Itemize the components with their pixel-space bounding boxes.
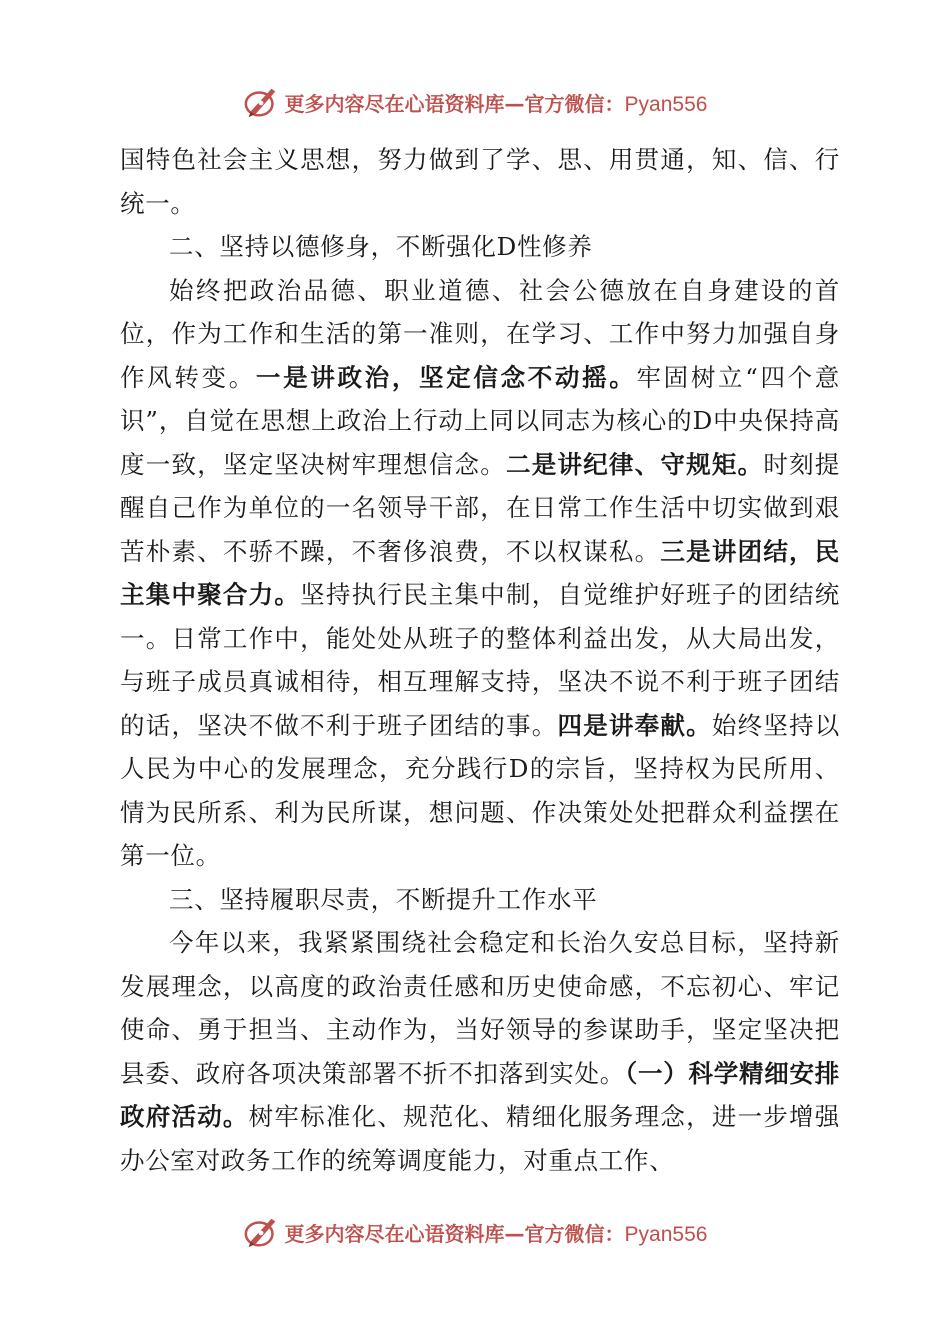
text-run: 坚持执行民主集中制，自觉维护好班子的团结统一。日常工作中，能处处从班子的整体利益出发，从大局出发，与班子成员真诚相待，相互理解支持，坚决不说不利于班子团结的话，坚决不做不利于班子团结的事。 (120, 580, 840, 740)
document-body (120, 138, 840, 1182)
pen-logo-icon (243, 83, 281, 121)
bold-heading-run: 二是讲纪律、守规矩。 (506, 449, 764, 479)
watermark-top (0, 82, 950, 122)
text-run: 今年以来，我紧紧围绕社会稳定和长治久安总目标，坚持新发展理念，以高度的政治责任感和历史使命感，不忘初心、牢记使命、勇于担当、主动作为，当好领导的参谋助手，坚定坚决把县委、政府各项决策部署不折不扣落到实处。 (120, 928, 840, 1088)
paragraph (120, 921, 840, 1182)
text-run: 国特色社会主义思想，努力做到了学、思、用贯通，知、信、行统一。 (120, 145, 840, 218)
pen-logo-icon (243, 1213, 281, 1251)
paragraph (120, 878, 840, 922)
paragraph (120, 138, 840, 225)
text-run: 二、坚持以德修身，不断强化D性修养 (169, 232, 593, 261)
watermark-text: 更多内容尽在心语资料库—官方微信：Pyan556 (284, 91, 708, 116)
watermark-bottom (0, 1212, 950, 1252)
bold-heading-run: 三是讲团结，民主集中聚合力。 (120, 536, 840, 609)
paragraph (120, 269, 840, 878)
text-run: 始终把政治品德、职业道德、社会公德放在自身建设的首位，作为工作和生活的第一准则，在学习、工作中努力加强自身作风转变。 (120, 275, 840, 392)
paragraph (120, 225, 840, 269)
bold-heading-run: （一）科学精细安排政府活动。 (120, 1058, 840, 1131)
text-run: 树牢标准化、规范化、精细化服务理念，进一步增强办公室对政务工作的统筹调度能力，对重点工作、 (120, 1102, 840, 1175)
text-run: 始终坚持以人民为中心的发展理念，充分践行D的宗旨，坚持权为民所用、情为民所系、利为民所谋，想问题、作决策处处把群众利益摆在第一位。 (120, 710, 841, 870)
text-run: 牢固树立“四个意识”，自觉在思想上政治上行动上同以同志为核心的D中央保持高度一致，坚定坚决树牢理想信念。 (120, 362, 841, 479)
watermark-text: 更多内容尽在心语资料库—官方微信：Pyan556 (284, 1221, 708, 1246)
text-run: 三、坚持履职尽责，不断提升工作水平 (169, 884, 598, 914)
text-run: 时刻提醒自己作为单位的一名领导干部，在日常工作生活中切实做到艰苦朴素、不骄不躁，不奢侈浪费，不以权谋私。 (120, 449, 841, 566)
bold-heading-run: 四是讲奉献。 (557, 710, 712, 740)
bold-heading-run: 一是讲政治，坚定信念不动摇。 (255, 362, 637, 392)
